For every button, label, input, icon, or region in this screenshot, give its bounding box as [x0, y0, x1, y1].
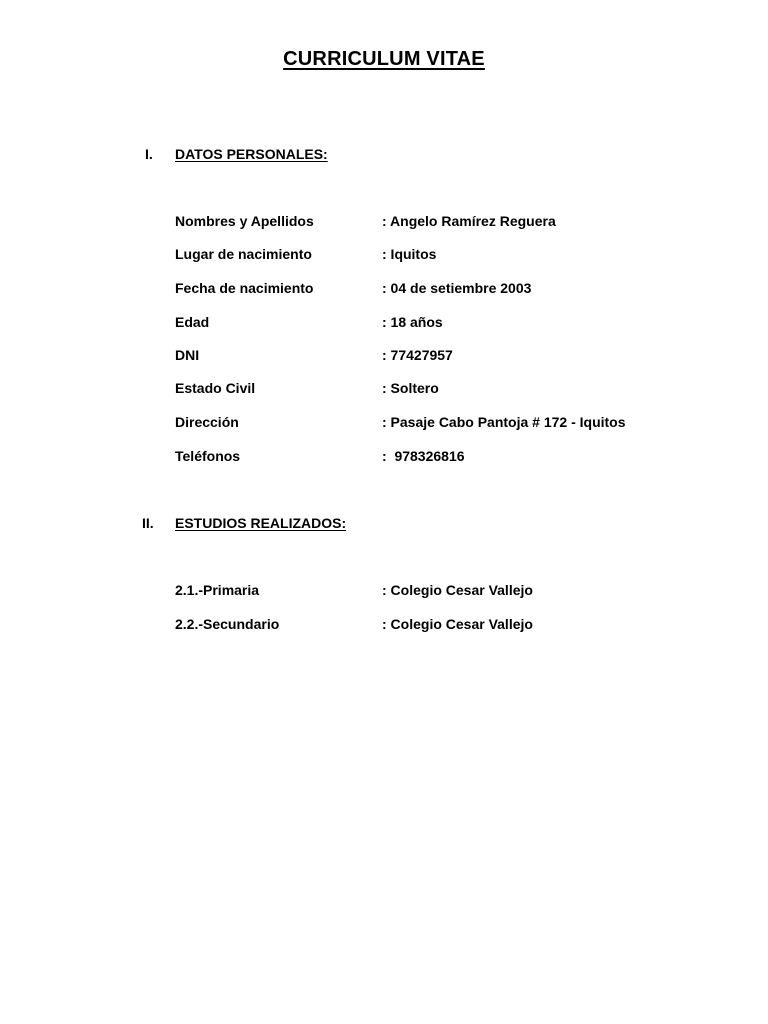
info-row-edad [175, 314, 735, 332]
row-value: : 18 años [382, 314, 443, 330]
row-value: : Angelo Ramírez Reguera [382, 213, 556, 229]
row-value: : Pasaje Cabo Pantoja # 172 - Iquitos [382, 414, 626, 430]
info-row-nombres [175, 213, 735, 231]
info-row-dni [175, 347, 735, 365]
row-label: Teléfonos [175, 448, 241, 464]
document-title: CURRICULUM VITAE [283, 48, 485, 70]
section-number-estudios: II. [142, 515, 154, 531]
info-row-fecha [175, 280, 735, 298]
row-label: 2.2.-Secundario [175, 616, 280, 632]
row-value: : 04 de setiembre 2003 [382, 280, 532, 296]
info-row-telefonos [175, 448, 735, 466]
info-row-secundario [175, 616, 735, 634]
section-title-personal: DATOS PERSONALES: [175, 146, 328, 162]
row-label: DNI [175, 347, 200, 363]
section-number-personal: I. [145, 146, 153, 162]
row-value: : Soltero [382, 380, 439, 396]
info-row-primaria [175, 582, 735, 600]
section-title-estudios: ESTUDIOS REALIZADOS: [175, 515, 347, 531]
row-value: : Colegio Cesar Vallejo [382, 582, 533, 598]
info-row-estado-civil [175, 380, 735, 398]
row-label: Fecha de nacimiento [175, 280, 314, 296]
row-label: Edad [175, 314, 210, 330]
row-label: Dirección [175, 414, 239, 430]
info-row-lugar [175, 246, 735, 264]
row-label: Lugar de nacimiento [175, 246, 312, 262]
row-label: 2.1.-Primaria [175, 582, 260, 598]
row-label: Estado Civil [175, 380, 256, 396]
row-label: Nombres y Apellidos [175, 213, 314, 229]
row-value: : Colegio Cesar Vallejo [382, 616, 533, 632]
row-value: : Iquitos [382, 246, 437, 262]
row-value: : 978326816 [382, 448, 465, 464]
row-value: : 77427957 [382, 347, 453, 363]
info-row-direccion [175, 414, 735, 432]
